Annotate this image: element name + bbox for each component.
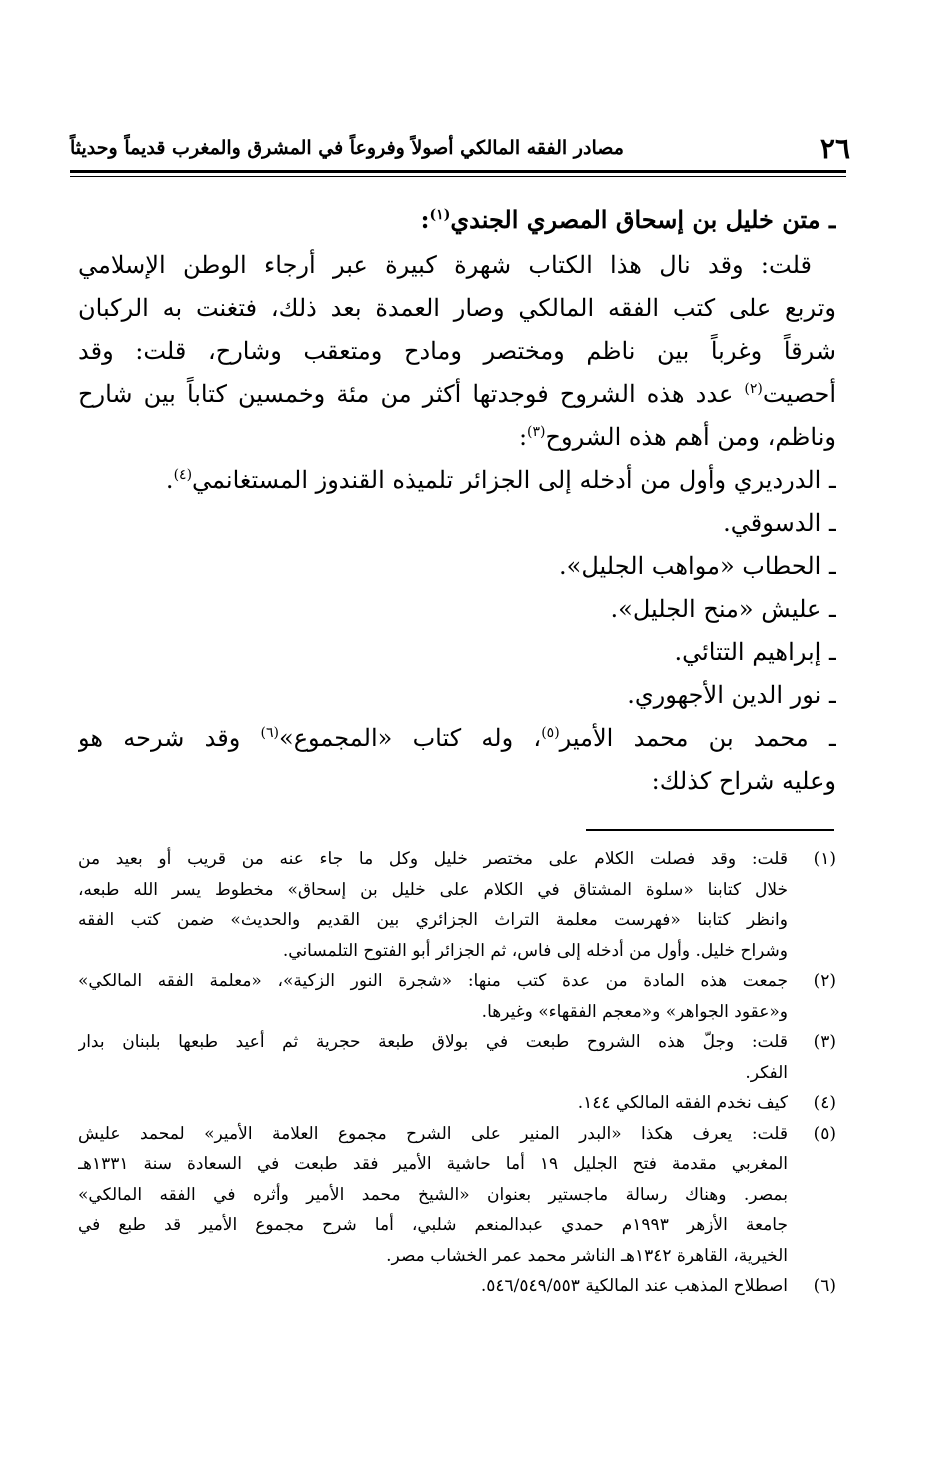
footnote-line: جمعت هذه المادة من عدة كتب منها: «شجرة النور الزكية»، «معلمة الفقه المالكي» xyxy=(78,971,788,991)
list-item-continuation: وعليه شراح كذلك: xyxy=(651,767,836,795)
footnote-number: (٤) xyxy=(813,1093,836,1113)
footnote-number: (٢) xyxy=(813,971,836,991)
paragraph-text: وناظم، ومن أهم هذه الشروح xyxy=(545,423,836,451)
list-item xyxy=(78,459,836,502)
footnote-ref-6: (٦) xyxy=(260,725,280,741)
main-text xyxy=(78,196,836,803)
footnote xyxy=(78,1027,836,1088)
footnote-line: كيف نخدم الفقه المالكي ١٤٤. xyxy=(577,1093,788,1113)
header-rule-thick xyxy=(70,170,846,173)
paragraph-line xyxy=(78,416,836,459)
footnote-body xyxy=(78,1088,788,1119)
paragraph-line xyxy=(78,373,836,416)
list-item xyxy=(78,717,836,760)
paragraph-text: عدد هذه الشروح فوجدتها أكثر من مئة وخمسين كتاباً بين شارح xyxy=(78,380,745,408)
list-item: ـ الحطاب «مواهب الجليل». xyxy=(559,552,836,580)
footnote-line: المغربي مقدمة فتح الجليل ١٩ أما حاشية الأمير فقد طبعت في السعادة سنة ١٣٣١هـ xyxy=(78,1154,788,1174)
footnote-ref-3: (٣) xyxy=(527,424,546,440)
list-item: ـ نور الدين الأجهوري. xyxy=(627,681,836,709)
heading-colon: : xyxy=(420,205,430,234)
footnote-body xyxy=(78,966,788,1027)
footnote-ref-5: (٥) xyxy=(541,725,560,741)
list-item-end: . xyxy=(165,466,174,494)
section-heading xyxy=(78,196,836,244)
footnotes xyxy=(78,844,836,1302)
footnote-line: قلت: وجلّ هذه الشروح طبعت في بولاق طبعة حجرية ثم أعيد طبعها بلبنان بدار xyxy=(78,1032,788,1052)
footnote-body xyxy=(78,1119,788,1272)
footnote xyxy=(78,1119,836,1272)
paragraph-line: وتربع على كتب الفقه المالكي وصار العمدة بعد ذلك، فتغنت به الركبان xyxy=(78,294,836,322)
list-item: ـ إبراهيم التتائي. xyxy=(674,638,836,666)
list-item: ـ عليش «منح الجليل». xyxy=(610,595,836,623)
list-item-text: ـ الدرديري وأول من أدخله إلى الجزائر تلميذه القندوز المستغانمي xyxy=(192,466,836,494)
footnote-line: وانظر كتابنا «فهرست معلمة التراث الجزائري بين القديم والحديث» ضمن كتب الفقه xyxy=(78,910,788,930)
footnote-ref-2: (٢) xyxy=(744,381,763,397)
footnote xyxy=(78,1088,836,1119)
footnote-separator xyxy=(586,829,834,831)
footnote-line: اصطلاح المذهب عند المالكية ٥٤٦/٥٤٩/٥٥٣. xyxy=(480,1276,788,1296)
footnote-line: وشراح خليل. وأول من أدخله إلى فاس، ثم الجزائر أبو الفتوح التلمساني. xyxy=(282,940,788,961)
footnote-ref-4: (٤) xyxy=(173,467,193,483)
footnote-line: قلت: وقد فصلت الكلام على مختصر خليل وكل ما جاء عنه من قريب أو بعيد من xyxy=(78,849,788,869)
paragraph-text: : xyxy=(518,423,528,451)
footnote-body xyxy=(78,1271,788,1302)
footnote-body xyxy=(78,844,788,966)
page-number: ٢٦ xyxy=(819,131,850,165)
footnote-ref-1: (١) xyxy=(429,207,451,223)
page-header xyxy=(70,128,850,168)
list-item-text: ـ محمد بن محمد الأمير xyxy=(559,724,836,752)
header-rule-thin xyxy=(70,176,846,177)
paragraph-line: قلت: وقد نال هذا الكتاب شهرة كبيرة عبر أرجاء الوطن الإسلامي xyxy=(78,251,812,279)
footnote-line: خلال كتابنا «سلوة المشتاق في الكلام على خليل بن إسحاق» مخطوط يسر الله طبعه، xyxy=(78,879,788,900)
footnote-body xyxy=(78,1027,788,1088)
list-item-text: وقد شرحه هو xyxy=(78,724,261,752)
footnote-line: الفكر. xyxy=(745,1062,788,1083)
footnote-line: جامعة الأزهر ١٩٩٣م حمدي عبدالمنعم شلبي، أما شرح مجموع الأمير قد طبع في xyxy=(78,1215,788,1235)
list-item: ـ الدسوقي. xyxy=(723,509,836,537)
footnote xyxy=(78,966,836,1027)
paragraph-text: أحصيت xyxy=(762,380,836,408)
running-title: مصادر الفقه المالكي أصولاً وفروعاً في المشرق والمغرب قديماً وحديثاً xyxy=(70,137,624,159)
footnote xyxy=(78,844,836,966)
footnote-line: قلت: يعرف هكذا «البدر المنير على الشرح مجموع العلامة الأمير» لمحمد عليش xyxy=(78,1123,788,1144)
footnote-line: و«عقود الجواهر» و«معجم الفقهاء» وغيرها. xyxy=(481,1001,788,1022)
paragraph-line: شرقاً وغرباً بين ناظم ومختصر ومادح ومتعقب وشارح، قلت: وقد xyxy=(78,337,836,365)
footnote-number: (٥) xyxy=(813,1123,836,1144)
list-item-text: ، وله كتاب «المجموع» xyxy=(279,724,542,752)
heading-text: ـ متن خليل بن إسحاق المصري الجندي xyxy=(450,205,836,234)
footnote-number: (٦) xyxy=(813,1276,836,1296)
footnote-number: (١) xyxy=(813,849,836,869)
footnote-number: (٣) xyxy=(813,1032,836,1052)
footnote-line: بمصر. وهناك رسالة ماجستير بعنوان «الشيخ محمد الأمير وأثره في الفقه المالكي» xyxy=(78,1184,788,1205)
footnote-line: الخيرية، القاهرة ١٣٤٢هـ الناشر محمد عمر الخشاب مصر. xyxy=(386,1245,788,1266)
footnote xyxy=(78,1271,836,1302)
